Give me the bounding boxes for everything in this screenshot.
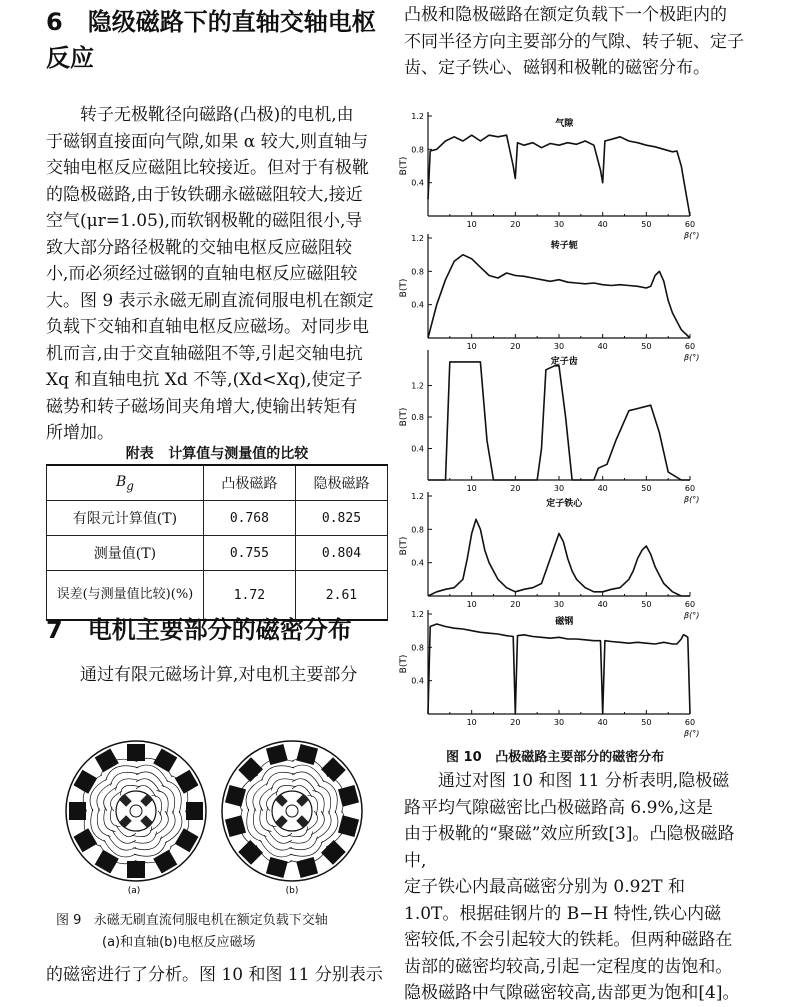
y-tick-label: 1.2 [411,112,424,121]
bottom-left-text: 的磁密进行了分析。图 10 和图 11 分别表示 [46,965,383,985]
figure10-chart-stack [396,108,716,738]
stator-tooth-block [127,861,145,878]
y-tick-label: 0.8 [411,267,424,277]
y-axis-label: B(T) [399,407,409,427]
text-line: 大。图 9 表示永磁无刷直流伺服电机在额定 [46,290,374,311]
x-tick-label: 20 [510,718,521,727]
text-line: 所增加。 [46,423,114,443]
x-tick-label: 30 [553,484,565,493]
section7-paragraph [46,662,388,689]
text-line: 空气(μr=1.05),而软钢极靴的磁阻很小,导 [46,211,363,231]
series-line [428,135,690,216]
figure10-caption: 图 10 凸极磁路主要部分的磁密分布 [446,750,665,765]
y-tick-label: 0.4 [411,178,424,188]
y-axis-label: B(T) [399,278,409,298]
chart-title: 转子轭 [550,241,578,251]
text-line: 致大部分路径极靴的交轴电枢反应磁阻较 [46,237,352,258]
x-tick-label: 50 [641,718,652,727]
chart-panel [399,350,699,504]
series-line [428,624,690,714]
y-tick-label: 1.2 [411,381,424,391]
y-axis-label: B(T) [399,156,409,176]
section6-paragraph [46,102,388,447]
text-line: Xq 和直轴电抗 Xd 不等,(Xd<Xq),使定子 [46,370,363,390]
x-tick-label: 40 [597,718,608,727]
right-top-paragraph [404,2,744,82]
text-line: 1.0T。根据硅钢片的 B−H 特性,铁心内磁 [404,903,722,924]
text-line: 交轴电枢反应磁阻比较接近。但对于有极靴 [46,158,369,178]
text-line: 由于极靴的“聚磁”效应所致[3]。凸隐极磁路 [404,824,735,844]
y-tick-label: 1.2 [411,610,424,619]
text-line: 路平均气隙磁密比凸极磁路高 6.9%,这是 [404,797,713,818]
x-tick-label: 20 [510,342,521,351]
series-line [428,255,690,338]
x-tick-label: 30 [553,600,565,609]
x-tick-label: 20 [510,220,521,229]
section6-heading-line1: 6 隐级磁路下的直轴交轴电枢 [46,8,376,36]
x-tick-label: 20 [510,484,521,493]
y-tick-label: 0.8 [411,145,424,155]
text-line: 中, [404,850,427,871]
section6-heading-line2: 反应 [46,44,94,72]
x-tick-label: 40 [597,220,608,229]
y-axis-label: B(T) [399,536,409,556]
section7-heading: 7 电机主要部分的磁密分布 [46,616,352,644]
x-tick-label: 10 [466,220,477,229]
x-tick-label: 10 [466,718,477,727]
motor-cross-section-a [66,741,206,881]
right-bottom-paragraph [404,768,744,1007]
y-axis-label: B(T) [399,654,409,674]
x-tick-label: 30 [553,220,565,229]
y-tick-label: 0.4 [411,676,424,686]
text-line: 不同半径方向主要部分的气隙、转子轭、定子 [404,31,744,52]
figure9-label-b: (b) [285,886,299,896]
text-line: 齿部的磁密均较高,引起一定程度的齿饱和。 [404,956,733,977]
x-tick-label: 20 [510,600,521,609]
chart-panel [399,112,699,240]
x-axis-label: β(°) [684,611,700,620]
text-line: 转子无极靴径向磁路(凸极)的电机,由 [80,105,354,125]
comparison-table [46,464,388,621]
stator-tooth-block [69,802,86,820]
x-tick-label: 60 [684,600,696,609]
text-line: 机而言,由于交直轴磁阻不等,引起交轴电抗 [46,343,363,364]
x-tick-label: 30 [553,342,565,351]
text-line: 定子铁心内最高磁密分别为 0.92T 和 [404,877,685,897]
x-axis-label: β(°) [684,231,700,240]
text-line: 磁势和转子磁场间夹角增大,使输出转矩有 [46,396,358,417]
series-line [428,362,690,480]
y-tick-label: 0.4 [411,444,424,454]
hidden-value: 2.61 [295,571,387,621]
figure9-caption-line2: (a)和直轴(b)电枢反应磁场 [102,935,256,950]
y-tick-label: 0.8 [411,525,424,535]
x-tick-label: 50 [641,342,652,351]
chart-title: 定子铁心 [546,499,583,509]
motor-cross-section-b [222,741,362,881]
section6-heading [46,4,386,76]
x-tick-label: 40 [597,600,608,609]
y-tick-label: 0.8 [411,413,424,422]
salient-value: 0.768 [203,501,295,536]
text-line: 负载下交轴和直轴电枢反应磁场。对同步电 [46,317,369,337]
chart-panel [399,492,699,620]
row-label: 测量值(T) [47,536,204,571]
x-axis-label: β(°) [684,729,700,738]
chart-panel [399,610,699,738]
text-line: 的隐极磁路,由于钕铁硼永磁磁阻较大,接近 [46,184,363,205]
x-tick-label: 50 [641,220,652,229]
chart-title: 气隙 [555,119,574,129]
stator-tooth-block [186,802,203,820]
row-label: 有限元计算值(T) [47,501,204,536]
y-tick-label: 0.8 [411,643,424,653]
x-tick-label: 60 [684,342,696,351]
text-line: 小,而必须经过磁钢的直轴电枢反应磁阻较 [46,264,358,284]
x-tick-label: 60 [684,484,696,493]
x-tick-label: 10 [466,600,477,609]
text-line: 隐极磁路中气隙磁密较高,齿部更为饱和[4]。 [404,983,740,1003]
hidden-value: 0.804 [295,536,387,571]
chart-title: 磁钢 [555,617,574,627]
x-tick-label: 30 [553,718,565,727]
figure9-caption-line1: 图 9 永磁无刷直流伺服电机在额定负载下交轴 [56,913,328,928]
table-header-bg: $B_g$ [47,465,204,501]
text-line: 于磁钢直接面向气隙,如果 α 较大,则直轴与 [46,131,369,152]
shaft [286,805,298,817]
y-tick-label: 1.2 [411,492,424,501]
x-axis-label: β(°) [684,495,700,504]
text-line: 凸极和隐极磁路在额定负载下一个极距内的 [404,5,727,25]
y-tick-label: 1.2 [411,234,424,243]
x-tick-label: 40 [597,342,608,351]
x-tick-label: 60 [684,220,696,229]
x-tick-label: 10 [466,342,477,351]
figure9-motor-diagrams [64,735,374,900]
table-title: 附表 计算值与测量值的比较 [125,446,309,462]
chart-title: 定子齿 [550,357,578,367]
x-tick-label: 40 [597,484,608,493]
chart-panel [399,234,699,362]
section7-text: 通过有限元磁场计算,对电机主要部分 [80,665,358,685]
salient-value: 1.72 [203,571,295,621]
x-tick-label: 60 [684,718,696,727]
y-tick-label: 0.4 [411,300,424,310]
y-tick-label: 0.4 [411,558,424,568]
row-label: 误差(与测量值比较)(%) [47,571,204,621]
x-tick-label: 50 [641,600,652,609]
text-line: 齿、定子铁心、磁钢和极靴的磁密分布。 [404,58,710,78]
x-tick-label: 50 [641,484,652,493]
text-line: 密较低,不会引起较大的铁耗。但两种磁路在 [404,930,733,950]
hidden-value: 0.825 [295,501,387,536]
table-row [47,501,388,536]
figure9-label-a: (a) [127,886,141,896]
stator-tooth-block [127,744,145,761]
salient-value: 0.755 [203,536,295,571]
text-line: 通过对图 10 和图 11 分析表明,隐极磁 [438,771,730,791]
figure9-caption [56,910,386,954]
table-header-salient: 凸极磁路 [203,465,295,501]
x-axis-label: β(°) [684,353,700,362]
x-tick-label: 10 [466,484,477,493]
series-line [428,519,690,596]
shaft [130,805,142,817]
table-header-hidden: 隐极磁路 [295,465,387,501]
table-row [47,536,388,571]
